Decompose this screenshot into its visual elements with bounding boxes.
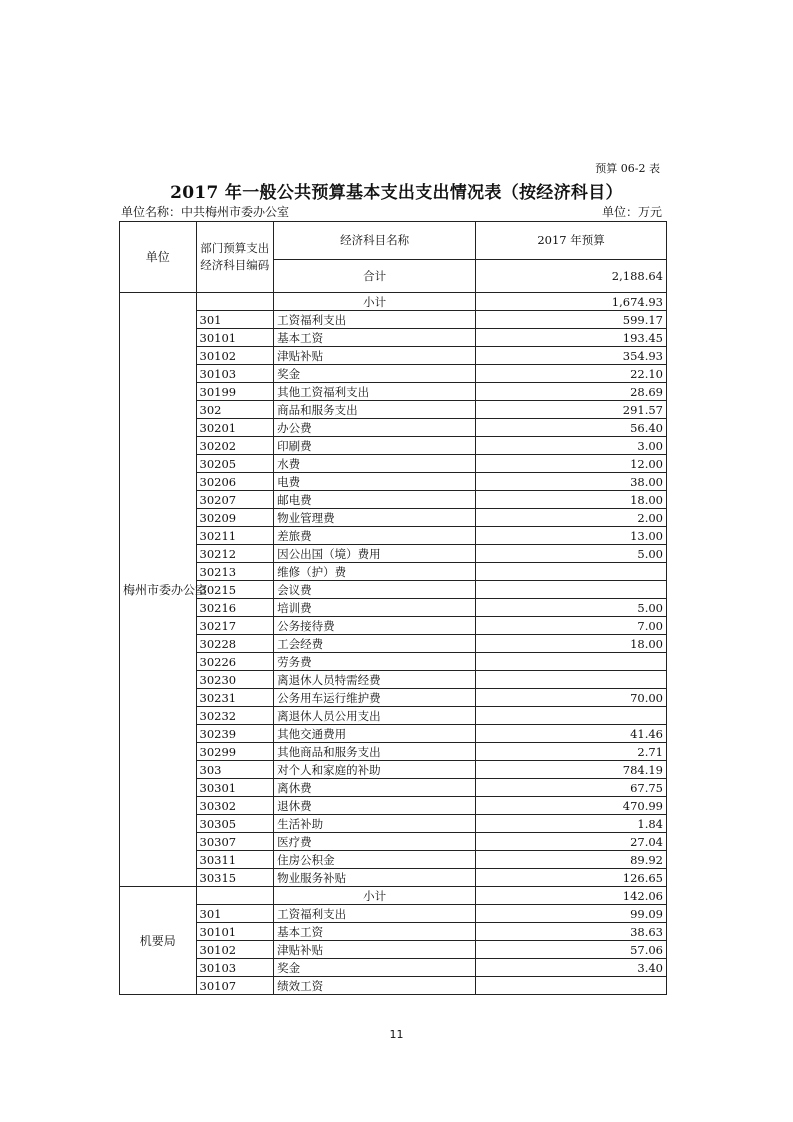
name-cell: 小计 bbox=[274, 293, 476, 311]
code-cell: 30307 bbox=[196, 833, 274, 851]
code-cell: 30315 bbox=[196, 869, 274, 887]
name-cell: 商品和服务支出 bbox=[274, 401, 476, 419]
table-row bbox=[120, 833, 667, 851]
name-cell: 基本工资 bbox=[274, 329, 476, 347]
table-row bbox=[120, 797, 667, 815]
amount-cell: 7.00 bbox=[476, 617, 667, 635]
form-number: 预算 06-2 表 bbox=[595, 162, 660, 175]
table-row bbox=[120, 365, 667, 383]
name-cell: 印刷费 bbox=[274, 437, 476, 455]
table-row bbox=[120, 689, 667, 707]
name-cell: 离退休人员公用支出 bbox=[274, 707, 476, 725]
code-cell: 30202 bbox=[196, 437, 274, 455]
meta-line bbox=[121, 203, 662, 220]
code-cell: 30209 bbox=[196, 509, 274, 527]
code-cell: 30216 bbox=[196, 599, 274, 617]
page-title: 2017 年一般公共预算基本支出支出情况表（按经济科目） bbox=[170, 183, 623, 203]
code-cell: 30102 bbox=[196, 941, 274, 959]
unit-name-label: 单位名称：中共梅州市委办公室 bbox=[121, 205, 290, 219]
table-row bbox=[120, 617, 667, 635]
amount-cell: 89.92 bbox=[476, 851, 667, 869]
amount-cell: 1.84 bbox=[476, 815, 667, 833]
table-row bbox=[120, 581, 667, 599]
name-cell: 培训费 bbox=[274, 599, 476, 617]
amount-cell: 599.17 bbox=[476, 311, 667, 329]
code-cell: 30206 bbox=[196, 473, 274, 491]
code-cell: 30302 bbox=[196, 797, 274, 815]
code-cell: 30213 bbox=[196, 563, 274, 581]
amount-cell bbox=[476, 707, 667, 725]
amount-cell: 38.00 bbox=[476, 473, 667, 491]
code-cell: 30199 bbox=[196, 383, 274, 401]
header-name: 经济科目名称 bbox=[274, 222, 476, 260]
code-cell: 30311 bbox=[196, 851, 274, 869]
amount-cell: 38.63 bbox=[476, 923, 667, 941]
table-row bbox=[120, 473, 667, 491]
name-cell: 津贴补贴 bbox=[274, 347, 476, 365]
name-cell: 公务接待费 bbox=[274, 617, 476, 635]
code-cell: 301 bbox=[196, 311, 274, 329]
name-cell: 奖金 bbox=[274, 959, 476, 977]
name-cell: 差旅费 bbox=[274, 527, 476, 545]
table-row bbox=[120, 779, 667, 797]
name-cell: 邮电费 bbox=[274, 491, 476, 509]
amount-cell bbox=[476, 977, 667, 995]
code-cell: 30217 bbox=[196, 617, 274, 635]
amount-cell: 27.04 bbox=[476, 833, 667, 851]
table-row bbox=[120, 725, 667, 743]
table-row bbox=[120, 527, 667, 545]
table-row bbox=[120, 545, 667, 563]
name-cell: 工资福利支出 bbox=[274, 311, 476, 329]
amount-cell bbox=[476, 653, 667, 671]
name-cell: 奖金 bbox=[274, 365, 476, 383]
name-cell: 劳务费 bbox=[274, 653, 476, 671]
table-row bbox=[120, 815, 667, 833]
amount-cell: 99.09 bbox=[476, 905, 667, 923]
subtotal-row bbox=[120, 887, 667, 905]
name-cell: 办公费 bbox=[274, 419, 476, 437]
code-cell: 30299 bbox=[196, 743, 274, 761]
code-cell: 30228 bbox=[196, 635, 274, 653]
amount-cell: 126.65 bbox=[476, 869, 667, 887]
name-cell: 物业服务补贴 bbox=[274, 869, 476, 887]
unit-cell: 机要局 bbox=[120, 887, 197, 995]
amount-cell: 13.00 bbox=[476, 527, 667, 545]
amount-cell bbox=[476, 563, 667, 581]
name-cell: 医疗费 bbox=[274, 833, 476, 851]
code-cell: 30211 bbox=[196, 527, 274, 545]
table-row bbox=[120, 761, 667, 779]
amount-cell: 3.00 bbox=[476, 437, 667, 455]
table-row bbox=[120, 671, 667, 689]
amount-cell: 57.06 bbox=[476, 941, 667, 959]
subtotal-row bbox=[120, 293, 667, 311]
name-cell: 退休费 bbox=[274, 797, 476, 815]
table-row bbox=[120, 383, 667, 401]
table-row bbox=[120, 311, 667, 329]
amount-cell: 291.57 bbox=[476, 401, 667, 419]
name-cell: 离休费 bbox=[274, 779, 476, 797]
name-cell: 公务用车运行维护费 bbox=[274, 689, 476, 707]
table-row bbox=[120, 491, 667, 509]
name-cell: 对个人和家庭的补助 bbox=[274, 761, 476, 779]
code-cell: 30107 bbox=[196, 977, 274, 995]
code-cell: 30230 bbox=[196, 671, 274, 689]
name-cell: 水费 bbox=[274, 455, 476, 473]
table-row bbox=[120, 509, 667, 527]
code-cell bbox=[196, 293, 274, 311]
table-row bbox=[120, 347, 667, 365]
amount-cell bbox=[476, 671, 667, 689]
code-cell: 30232 bbox=[196, 707, 274, 725]
code-cell: 30301 bbox=[196, 779, 274, 797]
code-cell: 303 bbox=[196, 761, 274, 779]
amount-cell bbox=[476, 581, 667, 599]
amount-cell: 56.40 bbox=[476, 419, 667, 437]
name-cell: 其他商品和服务支出 bbox=[274, 743, 476, 761]
currency-unit-label: 单位：万元 bbox=[601, 205, 662, 219]
amount-cell: 1,674.93 bbox=[476, 293, 667, 311]
name-cell: 因公出国（境）费用 bbox=[274, 545, 476, 563]
total-label: 合计 bbox=[274, 259, 476, 292]
amount-cell: 5.00 bbox=[476, 545, 667, 563]
code-cell: 30212 bbox=[196, 545, 274, 563]
name-cell: 维修（护）费 bbox=[274, 563, 476, 581]
amount-cell: 67.75 bbox=[476, 779, 667, 797]
amount-cell: 193.45 bbox=[476, 329, 667, 347]
amount-cell: 18.00 bbox=[476, 491, 667, 509]
table-row bbox=[120, 707, 667, 725]
table-row bbox=[120, 851, 667, 869]
amount-cell: 70.00 bbox=[476, 689, 667, 707]
code-cell bbox=[196, 887, 274, 905]
code-cell: 30239 bbox=[196, 725, 274, 743]
code-cell: 30215 bbox=[196, 581, 274, 599]
name-cell: 津贴补贴 bbox=[274, 941, 476, 959]
code-cell: 30103 bbox=[196, 365, 274, 383]
code-cell: 30201 bbox=[196, 419, 274, 437]
table-row bbox=[120, 959, 667, 977]
amount-cell: 354.93 bbox=[476, 347, 667, 365]
code-cell: 30305 bbox=[196, 815, 274, 833]
name-cell: 其他工资福利支出 bbox=[274, 383, 476, 401]
amount-cell: 784.19 bbox=[476, 761, 667, 779]
table-row bbox=[120, 599, 667, 617]
table-row bbox=[120, 401, 667, 419]
code-cell: 30226 bbox=[196, 653, 274, 671]
amount-cell: 22.10 bbox=[476, 365, 667, 383]
table-row bbox=[120, 743, 667, 761]
code-cell: 30205 bbox=[196, 455, 274, 473]
name-cell: 工资福利支出 bbox=[274, 905, 476, 923]
unit-cell: 梅州市委办公室 bbox=[120, 293, 197, 887]
name-cell: 住房公积金 bbox=[274, 851, 476, 869]
header-row bbox=[120, 222, 667, 260]
table-row bbox=[120, 563, 667, 581]
code-cell: 30207 bbox=[196, 491, 274, 509]
name-cell: 会议费 bbox=[274, 581, 476, 599]
code-cell: 30101 bbox=[196, 329, 274, 347]
code-cell: 30231 bbox=[196, 689, 274, 707]
header-unit: 单位 bbox=[120, 222, 197, 293]
name-cell: 基本工资 bbox=[274, 923, 476, 941]
table-row bbox=[120, 977, 667, 995]
table-row bbox=[120, 635, 667, 653]
budget-table bbox=[119, 221, 667, 995]
amount-cell: 41.46 bbox=[476, 725, 667, 743]
amount-cell: 5.00 bbox=[476, 599, 667, 617]
code-cell: 30102 bbox=[196, 347, 274, 365]
code-cell: 302 bbox=[196, 401, 274, 419]
table-row bbox=[120, 941, 667, 959]
table-row bbox=[120, 455, 667, 473]
name-cell: 绩效工资 bbox=[274, 977, 476, 995]
header-budget: 2017 年预算 bbox=[476, 222, 667, 260]
code-cell: 30103 bbox=[196, 959, 274, 977]
table-row bbox=[120, 419, 667, 437]
page-number: 11 bbox=[389, 1028, 404, 1041]
name-cell: 其他交通费用 bbox=[274, 725, 476, 743]
amount-cell: 3.40 bbox=[476, 959, 667, 977]
amount-cell: 2.71 bbox=[476, 743, 667, 761]
table-row bbox=[120, 437, 667, 455]
name-cell: 物业管理费 bbox=[274, 509, 476, 527]
amount-cell: 2.00 bbox=[476, 509, 667, 527]
name-cell: 工会经费 bbox=[274, 635, 476, 653]
name-cell: 电费 bbox=[274, 473, 476, 491]
table-row bbox=[120, 905, 667, 923]
amount-cell: 28.69 bbox=[476, 383, 667, 401]
amount-cell: 18.00 bbox=[476, 635, 667, 653]
amount-cell: 470.99 bbox=[476, 797, 667, 815]
name-cell: 离退休人员特需经费 bbox=[274, 671, 476, 689]
table-row bbox=[120, 923, 667, 941]
table-row bbox=[120, 329, 667, 347]
amount-cell: 12.00 bbox=[476, 455, 667, 473]
name-cell: 生活补助 bbox=[274, 815, 476, 833]
code-cell: 30101 bbox=[196, 923, 274, 941]
code-cell: 301 bbox=[196, 905, 274, 923]
header-code: 部门预算支出经济科目编码 bbox=[196, 222, 274, 293]
table-row bbox=[120, 869, 667, 887]
name-cell: 小计 bbox=[274, 887, 476, 905]
amount-cell: 142.06 bbox=[476, 887, 667, 905]
total-value: 2,188.64 bbox=[476, 259, 667, 292]
table-row bbox=[120, 653, 667, 671]
